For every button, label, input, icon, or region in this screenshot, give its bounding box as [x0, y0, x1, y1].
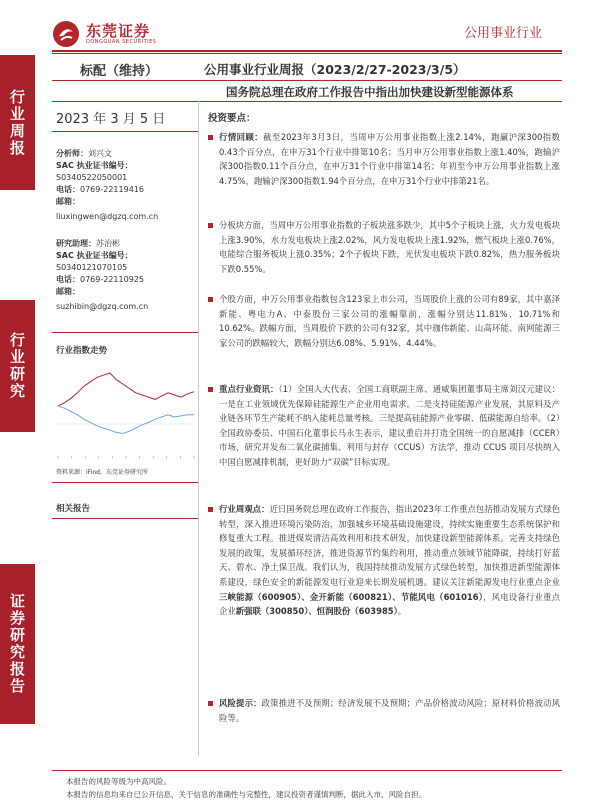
logo-icon	[52, 20, 80, 48]
bullet-icon	[208, 218, 219, 276]
header-divider-thin	[52, 53, 562, 54]
bullet-icon	[208, 382, 219, 470]
paragraph-lead: 行业周观点：	[219, 504, 270, 514]
assistant-name: 苏治彬	[96, 239, 120, 248]
email-address[interactable]: liuxingwen@dgzq.com.cn	[56, 212, 159, 221]
paragraph-text: 政策推进不及预期；经济发展不及预期；产品价格波动风险；原材料价格波动风险等。	[219, 698, 561, 723]
paragraph-lead: 重点行业资讯：	[219, 384, 279, 394]
date-divider	[52, 131, 198, 132]
phone-label: 电话：	[56, 275, 80, 284]
paragraph-lead: 风险提示：	[219, 698, 262, 708]
stocks-paragraph	[208, 292, 560, 350]
assistant-role: 研究助理：	[56, 239, 96, 248]
risk-warning-paragraph	[208, 696, 560, 725]
risk-level-note: 本报告的风险等级为中高风险。	[66, 777, 171, 786]
report-title: 公用事业行业周报（2023/2/27-2023/3/5）	[204, 62, 466, 77]
recommended-stocks: 三峡能源（600905）、金开新能（600821）、节能风电（601016）	[219, 591, 484, 602]
related-reports-label: 相关报告	[56, 504, 91, 514]
report-subtitle: 国务院总理在政府工作报告中指出加快建设新型能源体系	[226, 85, 514, 99]
sidebar-divider	[52, 482, 198, 483]
paragraph-text-tail: 。	[397, 606, 407, 617]
research-assistant-card	[56, 238, 148, 313]
company-name: 东莞证券	[86, 22, 151, 40]
bullet-icon	[208, 292, 219, 350]
investment-highlights-label: 投资要点：	[208, 113, 256, 124]
bullet-icon	[208, 502, 219, 619]
report-date: 2023 年 3 月 5 日	[56, 112, 166, 127]
company-logo	[52, 20, 156, 48]
sidebar-divider	[52, 518, 198, 519]
license-label: SAC 执业证书编号：	[56, 161, 133, 170]
industry-news-paragraph	[208, 382, 560, 470]
phone-label: 电话：	[56, 185, 80, 194]
paragraph-text: 截至2023年3月3日，当周申万公用事业指数上涨2.14%，跑赢沪深300指数0.43个百分点，在申万31个行业中排第10名；当月申万公用事业指数上涨1.40%，跑输沪深300指数0.11个百分点，在申万31个行业中排第14名；年初至今申万公用事业指数上涨4.75%，跑输沪深300指数1.94个百分点，在申万31个行业中排第21名。	[219, 132, 560, 186]
index-trend-chart	[56, 358, 196, 464]
analyst-name: 刘兴文	[88, 149, 112, 158]
license-number: S0340121070105	[56, 263, 128, 272]
sector-paragraph	[208, 218, 560, 276]
market-review-paragraph	[208, 130, 560, 188]
phone-number: 0769-22110925	[80, 275, 144, 284]
industry-label: 公用事业行业	[463, 26, 542, 41]
tab-weekly-report: 行业周报	[0, 55, 35, 190]
title-divider	[52, 80, 562, 81]
license-label: SAC 执业证书编号：	[56, 251, 133, 260]
rating: 标配（维持）	[80, 64, 159, 79]
email-label: 邮箱：	[56, 197, 80, 206]
footer-divider	[52, 770, 562, 771]
license-number: S0340522050001	[56, 173, 128, 182]
analyst-card	[56, 148, 158, 223]
header-divider	[52, 50, 562, 52]
tab-securities-research-report: 证券研究报告	[0, 564, 35, 724]
chart-source: 资料来源：iFind，东莞证券研究所	[56, 469, 148, 476]
bullet-icon	[208, 696, 219, 725]
column-divider	[198, 101, 199, 756]
sidebar-divider	[52, 332, 198, 333]
phone-number: 0769-22119416	[80, 185, 144, 194]
paragraph-lead: 行情回顾：	[219, 132, 264, 142]
company-name-en: DONGGUAN SECURITIES	[86, 39, 157, 45]
paragraph-text: 分板块方面，当周申万公用事业指数的子板块涨多跌少，其中5个子板块上涨，火力发电板块上涨3.90%，水力发电板块上涨2.02%，风力发电板块上涨1.92%，燃气板块上涨0.76%，电能综合服务板块上涨0.35%；2个子板块下跌，光伏发电板块下跌0.82%，热力服务板块下跌0.55%。	[219, 220, 560, 274]
paragraph-text-mid: ，风电设备行业重点企业	[219, 591, 560, 617]
chart-series-line-2	[58, 406, 194, 434]
recommended-stocks: 新强联（300850）、恒润股份（603985）	[235, 606, 398, 617]
tab-industry-research: 行业研究	[0, 300, 35, 432]
subtitle-divider	[52, 101, 562, 102]
bullet-icon	[208, 130, 219, 188]
disclaimer-note: 本报告的信息均来自已公开信息，关于信息的准确性与完整性，建议投资者谨慎判断，据此入市，风险自担。	[66, 790, 426, 799]
email-address[interactable]: suzhibin@dgzq.com.cn	[56, 302, 149, 311]
paragraph-text: （1）全国人大代表、全国工商联副主席、通威集团董事局主席刘汉元建议：一是在工业领域优先保障硅能源生产企业用电需求。二是支持硅能源产业发展，其原料及产业链各环节生产能耗不纳入能耗总量考核。三是提高硅能源产业零碳、低碳能源自给率。（2）全国政协委员、中国石化董事长马永生表示，建议重启并打造全国统一的自愿减排（CCER）市场，研究并发布二氧化碳捕集、利用与封存（CCUS）方法学，推动 CCUS 项目尽快纳入中国自愿减排机制，更好助力“双碳”目标实现。	[219, 384, 560, 467]
chart-title: 行业指数走势	[56, 346, 108, 356]
paragraph-text: 个股方面，申万公用事业指数包含123家上市公司，当周股价上涨的公司有89家，其中嘉泽新能、粤电力A、中泰股份三家公司的涨幅靠前，涨幅分别达11.81%、10.71%和10.62%。跌幅方面，当周股价下跌的公司有32家，其中珈伟新能、山高环能、南网能源三家公司的跌幅较大，跌幅分别达6.08%、5.91%、4.44%。	[219, 294, 560, 348]
weekly-view-paragraph	[208, 502, 560, 619]
chart-series-line-1	[58, 373, 194, 406]
analyst-role: 分析师：	[56, 149, 88, 158]
paragraph-text: 近日国务院总理在政府工作报告，指出2023年工作重点包括推动发展方式绿色转型，深入推进环境污染防治，加强城乡环境基础设施建设，持续实施重要生态系统保护和修复重大工程。推进煤炭清洁高效利用和技术研发，加快建设新型能源体系。完善支持绿色发展的政策，发展循环经济，推进资源节约集约利用，推动重点领域节能降碳，持续打好蓝天、碧水、净土保卫战。我们认为，我国持续推动发展方式绿色转型，加快推进新型能源体系建设，绿色安全的新能源发电行业迎来长期发展机遇。建议关注新能源发电行业重点企业	[219, 504, 561, 587]
email-label: 邮箱：	[56, 287, 80, 296]
